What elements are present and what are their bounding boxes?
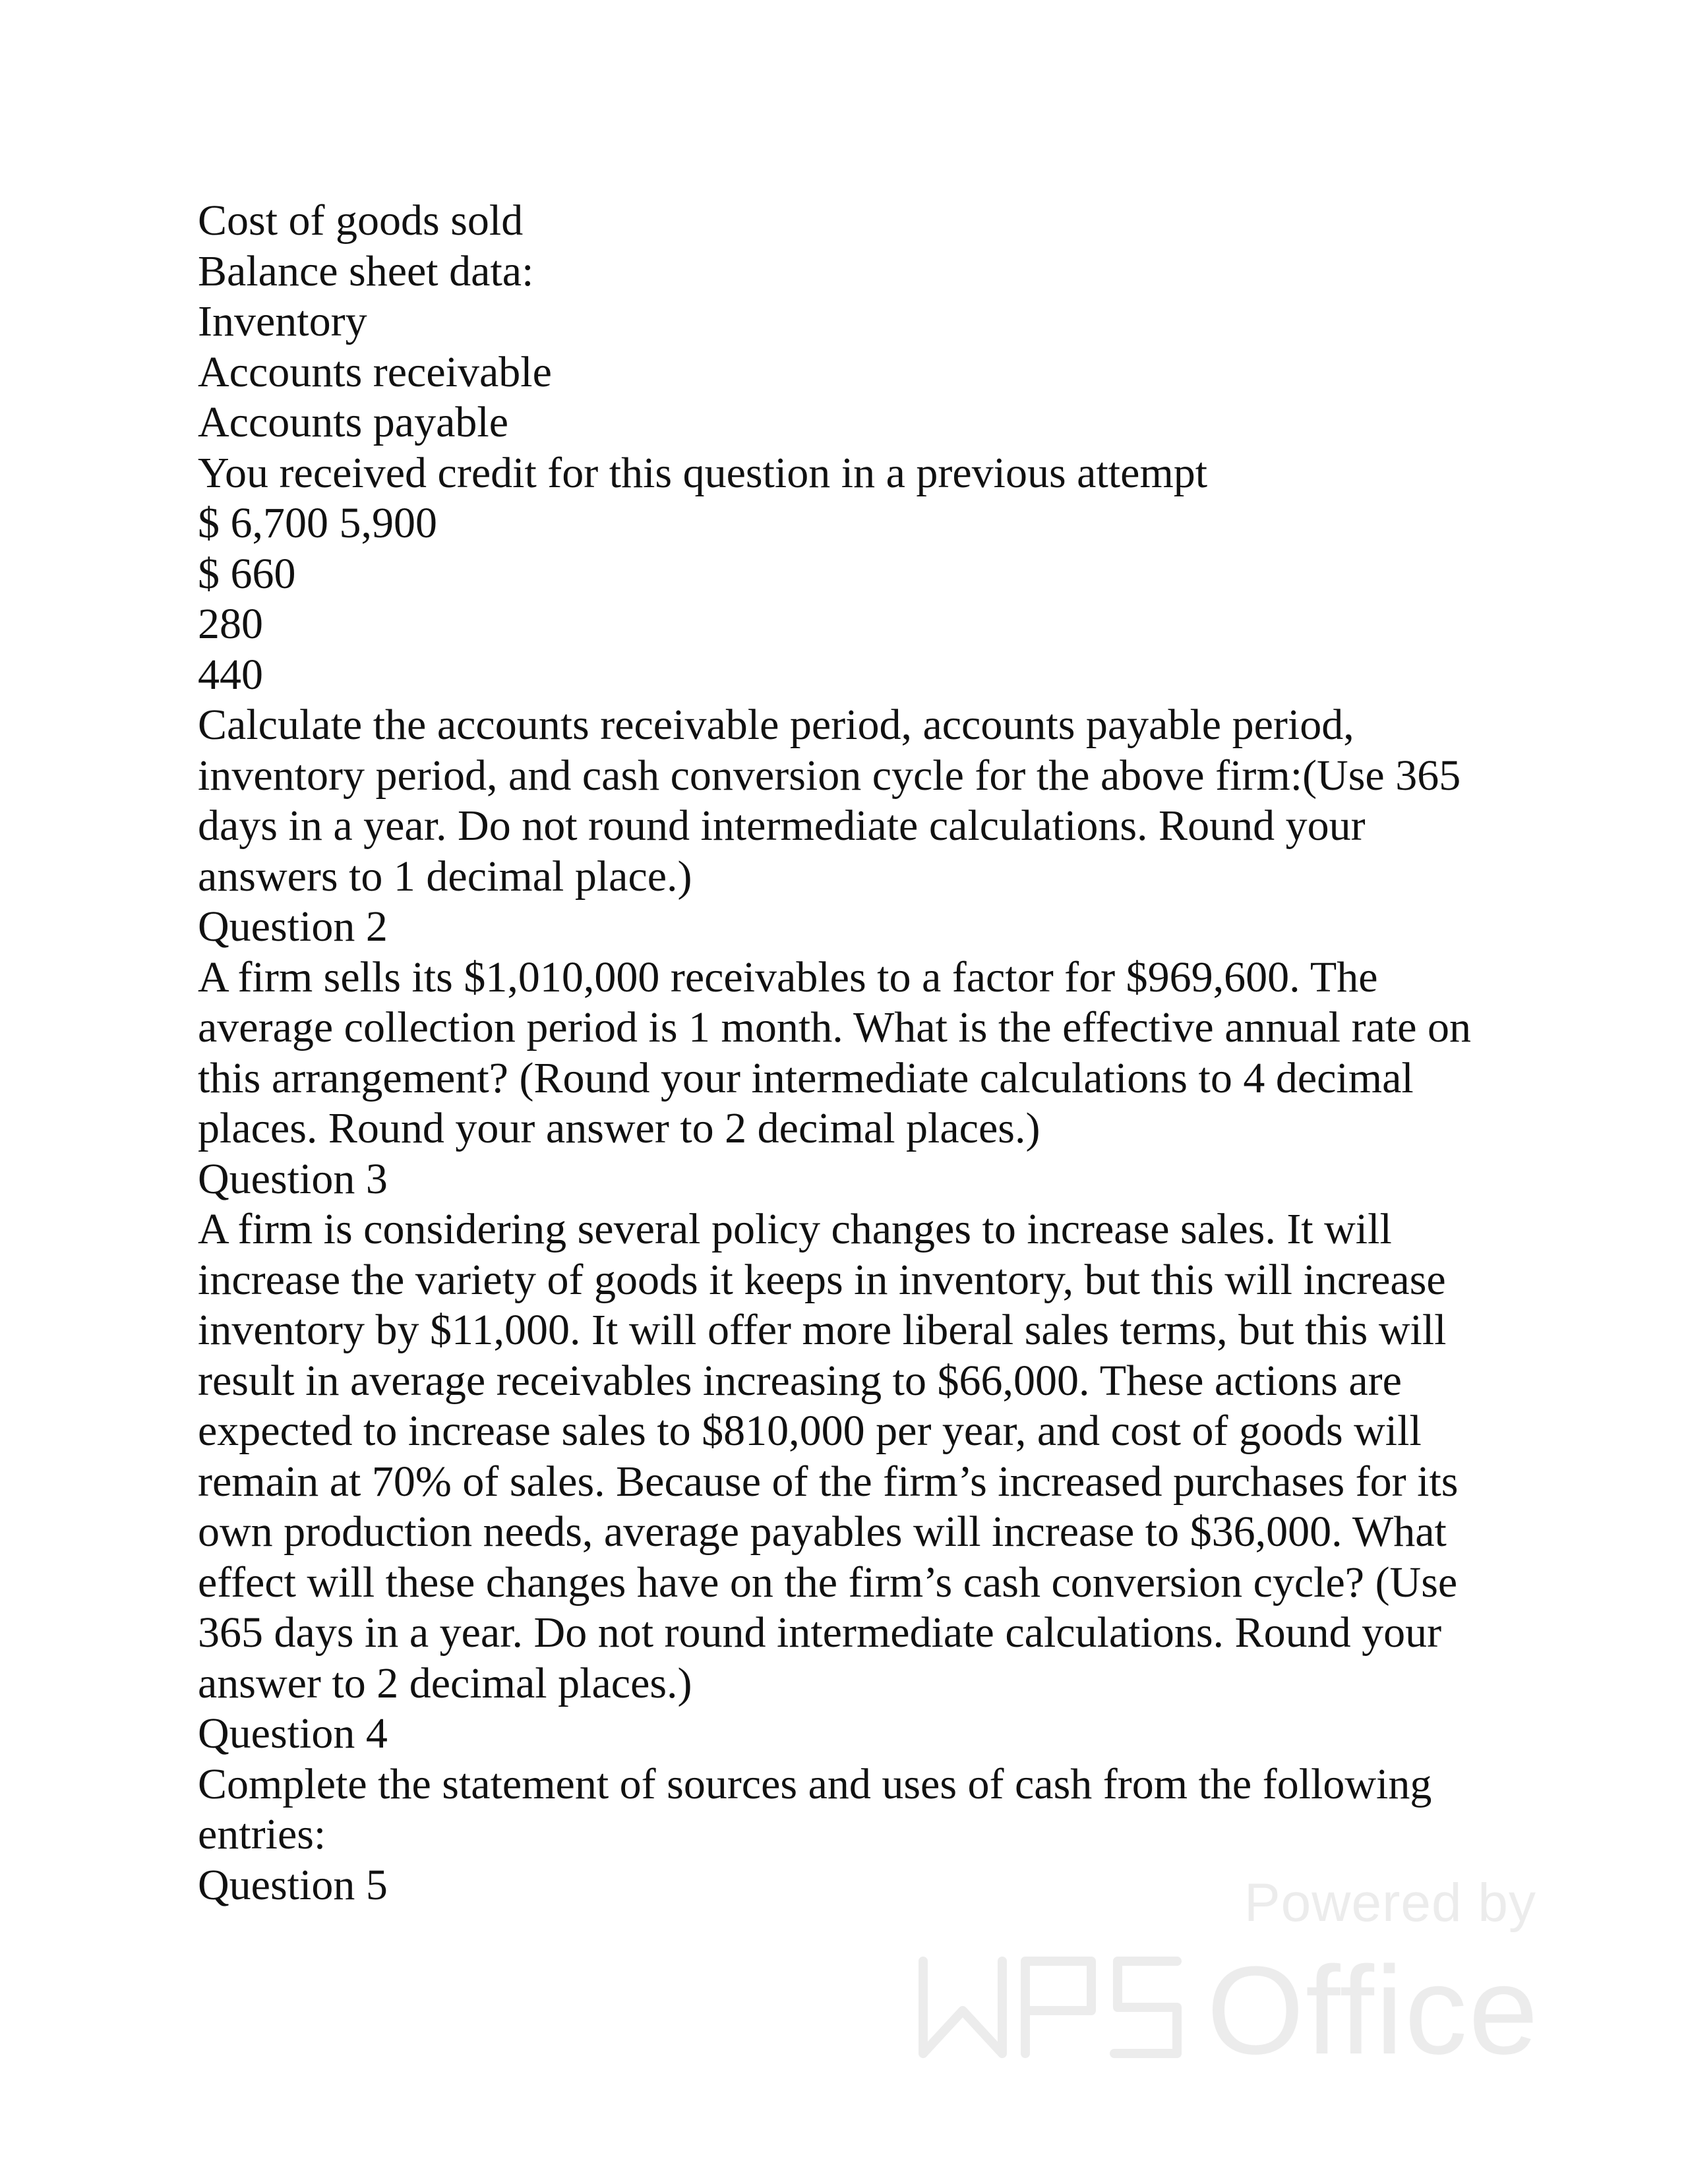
line-value-receivable: 280: [198, 600, 263, 648]
watermark-powered-by: Powered by: [1244, 1873, 1536, 1933]
question-5-heading: Question 5: [198, 1860, 388, 1909]
line-accounts-receivable: Accounts receivable: [198, 347, 552, 396]
question-2-heading: Question 2: [198, 902, 388, 951]
line-value-sales-cogs: $ 6,700 5,900: [198, 499, 437, 547]
line-cost-of-goods-sold: Cost of goods sold: [198, 196, 524, 245]
question-2-text: A firm sells its $1,010,000 receivables to a factor for $969,600. The average collection period is 1 month. What is the effective annual rate on this arrangement? (Round your intermediate calculations to 4 decimal places. Round your answer to 2 decimal places.): [198, 953, 1472, 1152]
svg-text:Office: Office: [1207, 1948, 1540, 2063]
line-inventory: Inventory: [198, 297, 367, 345]
question-4-text: Complete the statement of sources and uses of cash from the following entries:: [198, 1759, 1432, 1858]
line-accounts-payable: Accounts payable: [198, 398, 508, 446]
question-1-instruction: Calculate the accounts receivable period, accounts payable period, inventory period, and cash conversion cycle for the above firm:(Use 365 days in a year. Do not round intermediate calculations. Round your answers to 1 decimal place.): [198, 701, 1461, 900]
line-value-payable: 440: [198, 650, 263, 699]
document-body: [198, 196, 1503, 1910]
line-value-inventory: $ 660: [198, 549, 296, 598]
question-4-heading: Question 4: [198, 1709, 388, 1757]
wps-office-logo-icon: [917, 1948, 1550, 2063]
question-3-heading: Question 3: [198, 1154, 388, 1203]
wps-office-watermark: [903, 1872, 1550, 2070]
line-balance-sheet-data: Balance sheet data:: [198, 247, 534, 295]
line-credit-notice: You received credit for this question in a previous attempt: [198, 448, 1208, 497]
question-3-text: A firm is considering several policy changes to increase sales. It will increase the variety of goods it keeps in inventory, but this will increase inventory by $11,000. It will offer more liberal sales terms, but this will result in average receivables increasing to $66,000. These actions are expected to increase sales to $810,000 per year, and cost of goods will remain at 70% of sales. Because of the firm’s increased purchases for its own production needs, average payables will increase to $36,000. What effect will these changes have on the firm’s cash conversion cycle? (Use 365 days in a year. Do not round intermediate calculations. Round your answer to 2 decimal places.): [198, 1205, 1459, 1707]
